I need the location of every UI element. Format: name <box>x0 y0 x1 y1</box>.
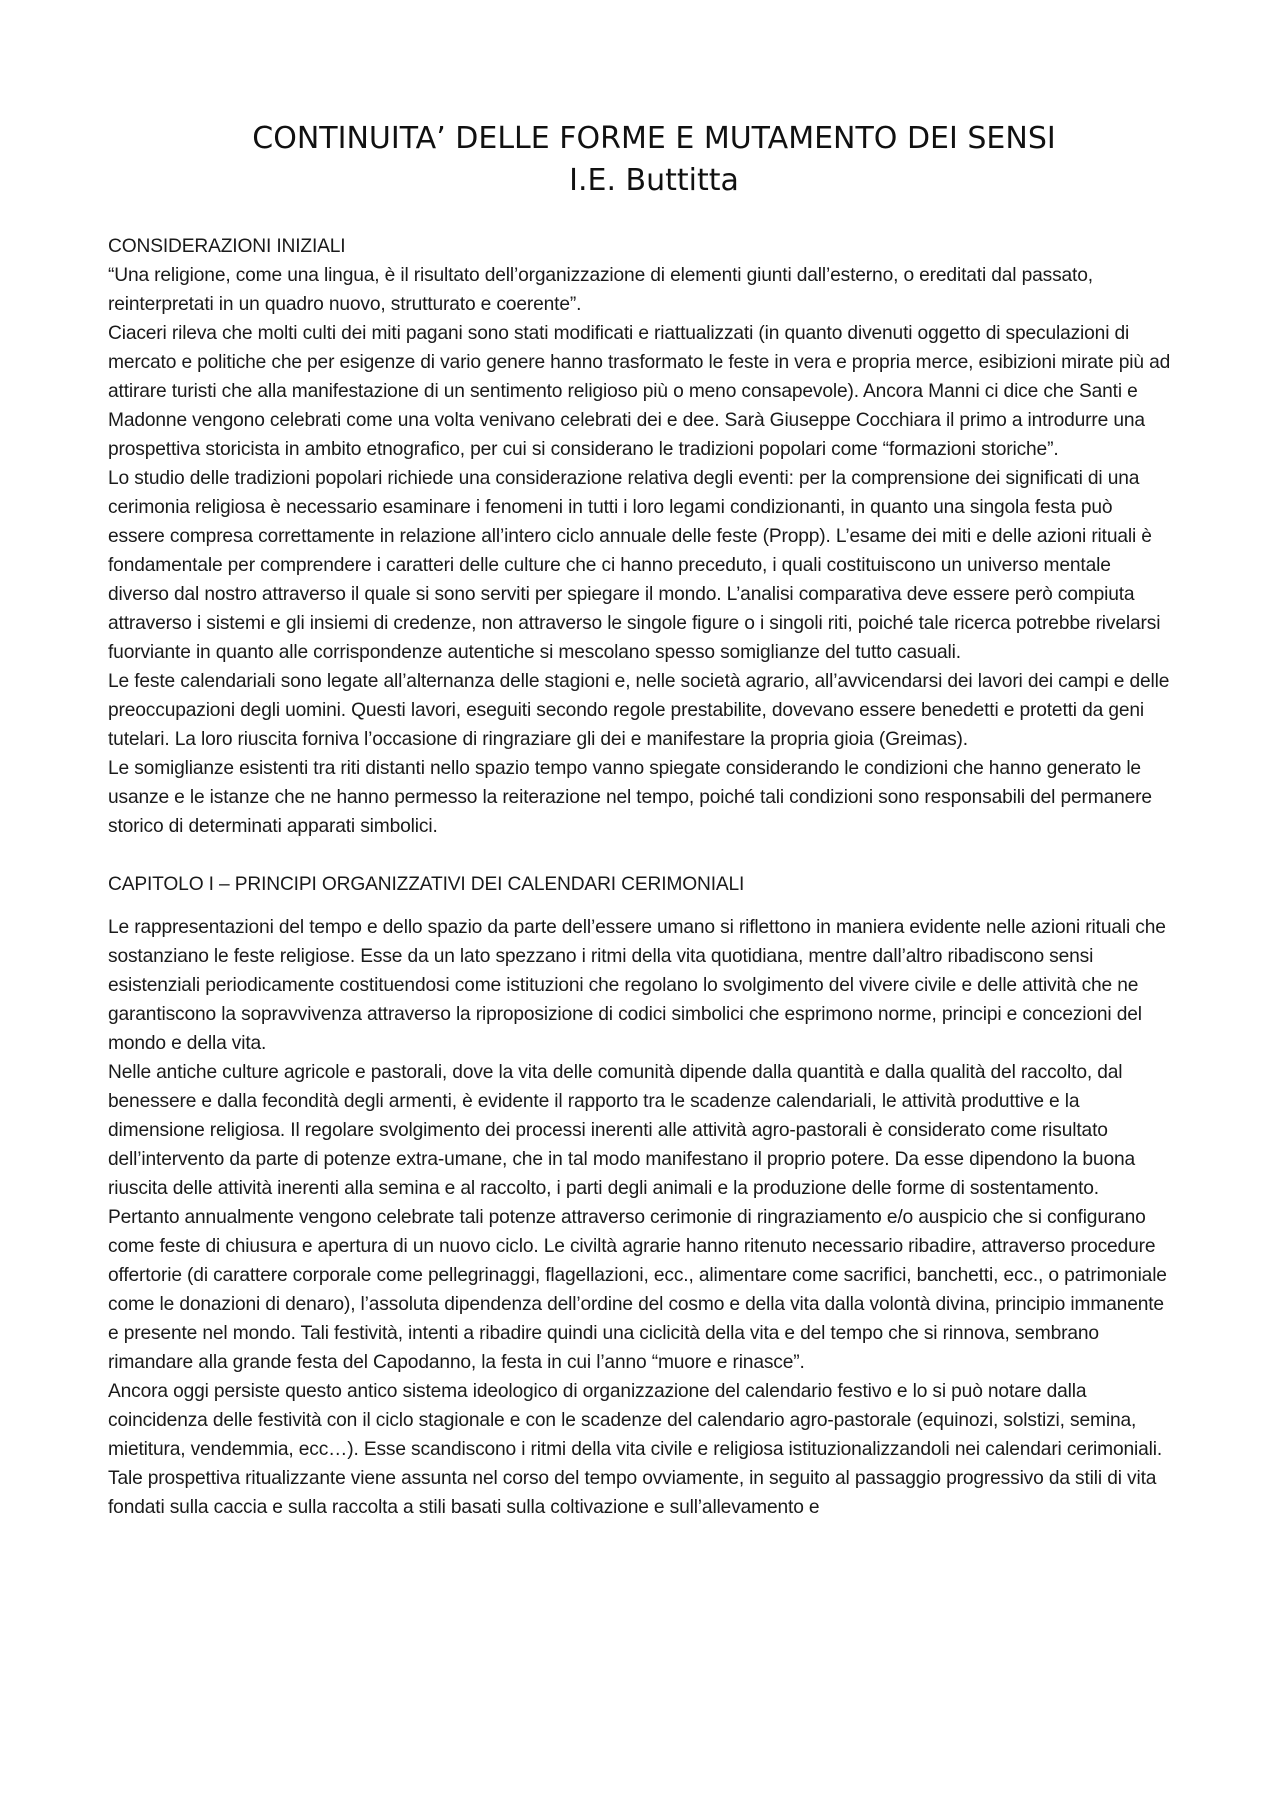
paragraph: Nelle antiche culture agricole e pastorali, dove la vita delle comunità dipende dalla quantità e dalla qualità del raccolto, dal benessere e dalla fecondità degli armenti, è evidente il rapporto tra le scadenze calendariali, le attività produttive e la dimensione religiosa. Il regolare svolgimento dei processi inerenti alle attività agro-pastorali è considerato come risultato dell’intervento da parte di potenze extra-umane, che in tal modo manifestano il proprio potere. Da esse dipendono la buona riuscita delle attività inerenti alla semina e al raccolto, i parti degli animali e la produzione delle forme di sostentamento. Pertanto annualmente vengono celebrate tali potenze attraverso cerimonie di ringraziamento e/o auspicio che si configurano come feste di chiusura e apertura di un nuovo ciclo. Le civiltà agrarie hanno ritenuto necessario ribadire, attraverso procedure offertorie (di carattere corporale come pellegrinaggi, flagellazioni, ecc., alimentare come sacrifici, banchetti, ecc., o patrimoniale come le donazioni di denaro), l’assoluta dipendenza dell’ordine del cosmo e della vita dalla volontà divina, principio immanente e presente nel mondo. Tali festività, intenti a ribadire quindi una ciclicità della vita e del tempo che si rinnova, sembrano rimandare alla grande festa del Capodanno, la festa in cui l’anno “muore e rinasce”. <box>108 1062 1167 1373</box>
paragraph: “Una religione, come una lingua, è il risultato dell’organizzazione di elementi giunti dall’esterno, o ereditati dal passato, reinterpretati in un quadro nuovo, strutturato e coerente”. <box>108 265 1093 315</box>
document-page <box>108 118 1172 1522</box>
paragraph: Ciaceri rileva che molti culti dei miti pagani sono stati modificati e riattualizzati (in quanto divenuti oggetto di speculazioni di mercato e politiche che per esigenze di vario genere hanno trasformato le feste in vera e propria merce, esibizioni mirate più ad attirare turisti che alla manifestazione di un sentimento religioso più o meno consapevole). Ancora Manni ci dice che Santi e Madonne vengono celebrati come una volta venivano celebrati dei e dee. Sarà Giuseppe Cocchiara il primo a introdurre una prospettiva storicista in ambito etnografico, per cui si considerano le tradizioni popolari come “formazioni storiche”. <box>108 323 1171 460</box>
paragraph: Le somiglianze esistenti tra riti distanti nello spazio tempo vanno spiegate considerando le condizioni che hanno generato le usanze e le istanze che ne hanno permesso la reiterazione nel tempo, poiché tali condizioni sono responsabili del permanere storico di determinati apparati simbolici. <box>108 758 1152 837</box>
section-spacer <box>108 841 1172 870</box>
section-heading-capitolo-1: CAPITOLO I – PRINCIPI ORGANIZZATIVI DEI CALENDARI CERIMONIALI <box>108 874 745 895</box>
document-title: CONTINUITA’ DELLE FORME E MUTAMENTO DEI SENSI <box>252 121 1056 156</box>
heading-spacer <box>108 899 1172 913</box>
section-heading-considerazioni: CONSIDERAZIONI INIZIALI <box>108 236 346 257</box>
paragraph: Lo studio delle tradizioni popolari richiede una considerazione relativa degli eventi: per la comprensione dei significati di una cerimonia religiosa è necessario esaminare i fenomeni in tutti i loro legami condizionanti, in quanto una singola festa può essere compresa correttamente in relazione all’intero ciclo annuale delle feste (Propp). L’esame dei miti e delle azioni rituali è fondamentale per comprendere i caratteri delle culture che ci hanno preceduto, i quali costituiscono un universo mentale diverso dal nostro attraverso il quale si sono serviti per spiegare il mondo. L’analisi comparativa deve essere però compiuta attraverso i sistemi e gli insiemi di credenze, non attraverso le singole figure o i singoli riti, poiché tale ricerca potrebbe rivelarsi fuorviante in quanto alle corrispondenze autentiche si mescolano spesso somiglianze del tutto casuali. <box>108 468 1161 663</box>
document-author: I.E. Buttitta <box>569 163 739 198</box>
paragraph: Ancora oggi persiste questo antico sistema ideologico di organizzazione del calendario festivo e lo si può notare dalla coincidenza delle festività con il ciclo stagionale e con le scadenze del calendario agro-pastorale (equinozi, solstizi, semina, mietitura, vendemmia, ecc…). Esse scandiscono i ritmi della vita civile e religiosa istituzionalizzandoli nei calendari cerimoniali. <box>108 1381 1163 1460</box>
document-body <box>108 232 1172 1522</box>
title-block <box>136 118 1172 202</box>
paragraph: Tale prospettiva ritualizzante viene assunta nel corso del tempo ovviamente, in seguito al passaggio progressivo da stili di vita fondati sulla caccia e sulla raccolta a stili basati sulla coltivazione e sull’allevamento e <box>108 1468 1157 1518</box>
paragraph: Le feste calendariali sono legate all’alternanza delle stagioni e, nelle società agrario, all’avvicendarsi dei lavori dei campi e delle preoccupazioni degli uomini. Questi lavori, eseguiti secondo regole prestabilite, dovevano essere benedetti e protetti da geni tutelari. La loro riuscita forniva l’occasione di ringraziare gli dei e manifestare la propria gioia (Greimas). <box>108 671 1170 750</box>
paragraph: Le rappresentazioni del tempo e dello spazio da parte dell’essere umano si riflettono in maniera evidente nelle azioni rituali che sostanziano le feste religiose. Esse da un lato spezzano i ritmi della vita quotidiana, mentre dall’altro ribadiscono sensi esistenziali periodicamente costituendosi come istituzioni che regolano lo svolgimento del vivere civile e delle attività che ne garantiscono la sopravvivenza attraverso la riproposizione di codici simbolici che esprimono norme, principi e concezioni del mondo e della vita. <box>108 917 1166 1054</box>
